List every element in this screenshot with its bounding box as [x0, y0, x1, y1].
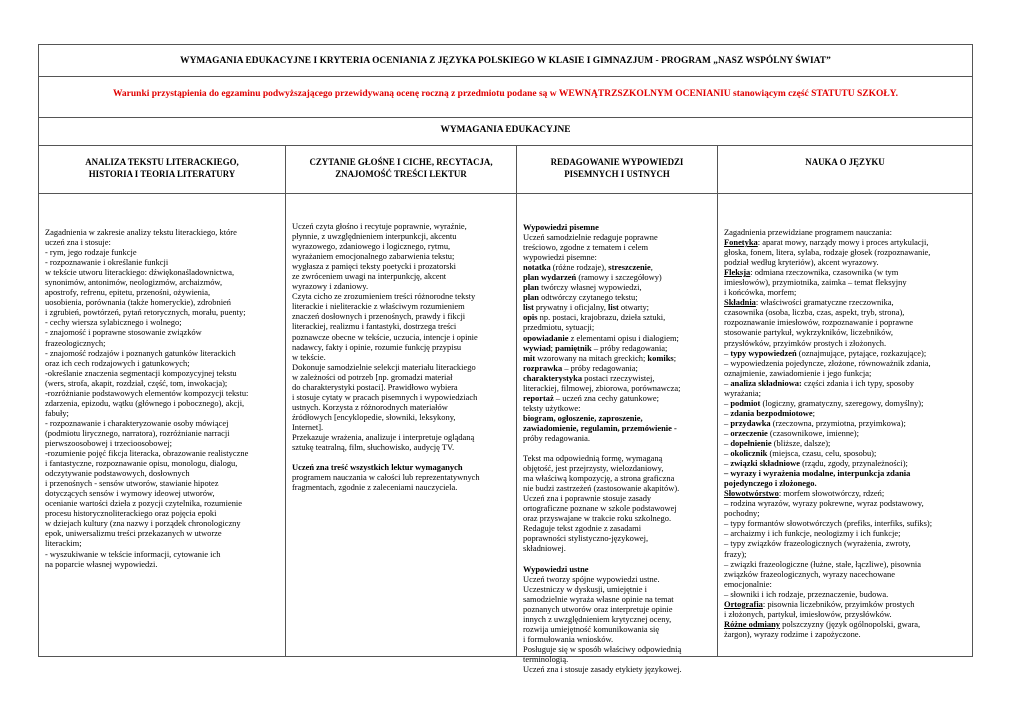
text-line: teksty użytkowe:: [523, 402, 581, 413]
text-line: - rym, jego rodzaje funkcje: [45, 247, 137, 258]
text-line: wygłasza z pamięci teksty poetycki i prozatorski: [292, 261, 457, 272]
text-line: związków frazeologicznych, wyrazy nacechowane: [724, 568, 895, 579]
text-line: (podmiotu lirycznego, narratora), rozróżnianie narracji: [45, 427, 230, 438]
text-line: próby redagowania.: [523, 432, 591, 443]
text-line: Uczeń czyta głośno i recytuje poprawnie, wyraźnie,: [292, 221, 467, 231]
text-line: oznajmienie, zawiadomienie i jego funkcja;: [724, 367, 872, 378]
text-line: – wyrazy i wyrażenia modalne, interpunkcja zdania: [724, 468, 911, 479]
text-line: reportaż – uczeń zna cechy gatunkowe;: [523, 392, 659, 403]
text-line: znaczeń dosłownych i przenośnych, prawdy i fikcji: [292, 311, 466, 322]
text-line: - rozpoznawanie i charakteryzowanie osoby mówiącej: [45, 417, 229, 428]
text-line: objętość, jest przejrzysty, wielozdaniowy,: [523, 463, 664, 474]
text-line: pojedynczego i złożonego.: [724, 478, 817, 489]
text-line: - znajomość rodzajów i poznanych gatunków literackich: [45, 347, 236, 358]
column-reading: [286, 194, 517, 657]
note-row: [39, 77, 972, 118]
text-line: odczytywanie podstawowych, dosłownych: [45, 468, 190, 479]
text-line: -określanie znaczenia segmentacji kompozycyjnej tekstu: [45, 367, 237, 378]
text-line: składniowej.: [523, 543, 566, 554]
text-line: oraz przyswajane w trakcie roku szkolnego.: [523, 513, 672, 524]
text-line: oraz ich cech rodzajowych i gatunkowych;: [45, 357, 190, 368]
literary-analysis-text: [39, 194, 285, 569]
text-line: Uczeń zna treść wszystkich lektur wymaganych: [292, 462, 463, 473]
text-line: w tekście utworu literackiego: dźwiękonaśladownictwa,: [45, 267, 235, 278]
text-line: poprawności stylistyczno-językowej,: [523, 533, 649, 544]
text-line: Uczeń zna i poprawnie stosuje zasady: [523, 493, 652, 504]
requirements-table: [38, 44, 973, 674]
text-line: – rodzina wyrazów, wyrazy pokrewne, wyraz podstawowy,: [724, 498, 924, 509]
text-line: Fleksja: odmiana rzeczownika, czasownika (w tym: [724, 267, 899, 278]
paragraph-gap: [523, 443, 713, 453]
text-line: ortograficzne poznane w szkole podstawowej: [523, 503, 677, 514]
text-line: epok, uniwersalizmu treści przekazanych w utworze: [45, 528, 222, 539]
column-header-language: NAUKA O JĘZYKU: [805, 157, 885, 167]
text-line: list prywatny i oficjalny, list otwarty;: [523, 302, 650, 313]
text-line: programem nauczania w całości lub reprezentatywnych: [292, 472, 480, 483]
text-line: literackie i nieliterackie z właściwym rozumieniem: [292, 301, 465, 312]
text-line: uczeń zna i stosuje:: [45, 237, 111, 248]
text-line: i zgrubień, powtórzeń, pytań retorycznych, morału, puenty;: [45, 307, 246, 318]
text-line: -rozróżnianie podstawowych elementów kompozycji tekstu:: [45, 387, 249, 398]
text-line: literackiej, filmowej, zbiorowa, porównawcza;: [523, 382, 681, 393]
text-line: -rozumienie pojęć fikcja literacka, obrazowanie realistyczne: [45, 448, 249, 459]
text-line: plan twórczy własnej wypowiedzi,: [523, 282, 642, 293]
text-line: ma właściwą kompozycję, a strona graficzna: [523, 473, 675, 484]
text-line: i złożonych, partykuł, imiesłowów, przysłówków.: [724, 608, 892, 619]
paragraph-gap: [292, 452, 512, 462]
column-literary-analysis: [39, 194, 286, 657]
text-line: i stosuje cytaty w pracach pisemnych i wypowiedziach: [292, 391, 478, 402]
text-line: – związki frazeologiczne (łużne, stałe, łączliwe), pisownia: [724, 558, 922, 569]
text-line: notatka (różne rodzaje), streszczenie,: [523, 262, 653, 273]
text-line: przedmiotu, sytuacji;: [523, 322, 595, 333]
column-header-writing: REDAGOWANIE WYPOWIEDZI PISEMNYCH I USTNYCH: [517, 146, 718, 193]
text-line: w tekście.: [292, 351, 326, 362]
text-line: opowiadanie z elementami opisu i dialogiem;: [523, 332, 679, 343]
text-line: uosobienia, porównania (także homeryckie), zdrobnień: [45, 297, 232, 308]
text-line: – typy formantów słowotwórczych (prefiks, interfiks, sufiks);: [724, 518, 933, 529]
text-line: wyrażaniem emocjonalnego zabarwienia tekstu;: [292, 251, 455, 262]
text-line: Redaguje tekst zgodnie z zasadami: [523, 523, 642, 534]
text-line: żargon), wyrazy rodzime i zapożyczone.: [724, 628, 861, 639]
text-line: źródłowych [encyklopedie, słowniki, leksykony,: [292, 411, 456, 422]
text-line: – związki składniowe (rządu, zgody, przynależności);: [724, 458, 908, 469]
text-line: – typy związków frazeologicznych (wyrażenia, zwroty,: [724, 538, 911, 549]
text-line: – okolicznik (miejsca, czasu, celu, sposobu);: [724, 448, 877, 459]
text-line: poznawcze obecne w tekście, uczucia, intencje i opinie: [292, 331, 478, 342]
text-line: - wyszukiwanie w tekście informacji, cytowanie ich: [45, 548, 221, 559]
text-line: nadawcy, fakty i opinie, rozumie funkcję przypisu: [292, 341, 462, 352]
text-line: przysłówków, przyimków prostych i złożonych.: [724, 337, 887, 348]
text-line: Składnia: właściwości gramatyczne rzeczownika,: [724, 297, 894, 308]
text-line: - cechy wiersza sylabicznego i wolnego;: [45, 317, 182, 328]
text-line: apostrofy, refrenu, epitetu, przenośni, ożywienia,: [45, 287, 211, 298]
text-line: - znajomość i poprawne stosowanie związków: [45, 327, 202, 338]
text-line: opis np. postaci, krajobrazu, dzieła sztuki,: [523, 312, 666, 323]
text-line: – słowniki i ich rodzaje, przeznaczenie, budowa.: [724, 588, 889, 599]
text-line: – typy wypowiedzeń (oznajmujące, pytające, rozkazujące);: [724, 347, 927, 358]
text-line: dotyczących sensów i wymowy ideowej utworów,: [45, 488, 215, 499]
text-line: samodzielnie wyraża własne opinie na temat: [523, 593, 674, 604]
column-header-literary-analysis: ANALIZA TEKSTU LITERACKIEGO, HISTORIA I TEORIA LITERATURY: [39, 146, 286, 193]
text-line: Fonetyka: aparat mowy, narządy mowy i proces artykulacji,: [724, 237, 929, 248]
text-line: – przydawka (rzeczowna, przymiotna, przyimkowa);: [724, 417, 906, 428]
text-line: ze zwróceniem uwagi na interpunkcję, akcent: [292, 271, 447, 282]
text-line: – orzeczenie (czasownikowe, imienne);: [724, 427, 859, 438]
text-line: ocenianie wartości dzieła z pozycji czytelnika, rozumienie: [45, 498, 243, 509]
text-line: Ortografia: pisownia liczebników, przyimków prostych: [724, 598, 915, 609]
text-line: Wypowiedzi pisemne: [523, 222, 599, 232]
text-line: Czyta cicho ze zrozumieniem treści różnorodne teksty: [292, 291, 476, 302]
text-line: treściowo, zgodne z tematem i celem: [523, 242, 649, 253]
text-line: wywiad; pamiętnik – próby redagowania;: [523, 342, 668, 353]
text-line: Przekazuje wrażenia, analizuje i interpretuje oglądaną: [292, 431, 475, 442]
subtitle-row: [39, 118, 972, 146]
text-line: głoska, fonem, litera, sylaba, rodzaje głosek (rozpoznawanie,: [724, 247, 931, 258]
text-line: wyrazowego, zdaniowego i logicznego, rytmu,: [292, 241, 451, 252]
text-line: Posługuje się w sposób właściwy odpowiednią: [523, 643, 682, 654]
text-line: poznanych utworów oraz interpretuje opinie: [523, 603, 673, 614]
title-row: [39, 45, 972, 77]
text-line: Uczestniczy w dyskusji, umiejętnie i: [523, 583, 647, 594]
text-line: fabuły;: [45, 407, 69, 418]
text-line: frazy);: [724, 548, 747, 559]
text-line: biogram, ogłoszenie, zaproszenie,: [523, 412, 643, 423]
text-line: i przenośnych - sensów utworów, stawianie hipotez: [45, 478, 219, 489]
text-line: stosowanie partykuł, wykrzykników, liczebników,: [724, 327, 894, 338]
text-line: nie budzi zastrzeżeń (zastosowanie akapitów).: [523, 483, 680, 494]
text-line: i formułowania wniosków.: [523, 633, 614, 644]
text-line: i fantastyczne, rozpoznawanie opisu, monologu, dialogu,: [45, 458, 238, 469]
text-line: sztukę teatralną, film, słuchowisko, audycję TV.: [292, 442, 455, 453]
text-line: imiesłowów), przymiotnika, zaimka – temat fleksyjny: [724, 277, 907, 288]
column-writing: [517, 194, 718, 674]
text-line: charakterystyka postaci rzeczywistej,: [523, 372, 655, 383]
text-line: plan wydarzeń (ramowy i szczegółowy): [523, 272, 662, 283]
text-line: rozwija umiejętność komunikowania się: [523, 623, 660, 634]
reading-text: [286, 194, 516, 492]
text-line: procesu historycznoliterackiego oraz pojęcia epoki: [45, 508, 217, 519]
text-line: wypowiedzi pisemne:: [523, 252, 597, 263]
document-title: WYMAGANIA EDUKACYJNE I KRYTERIA OCENIANIA Z JĘZYKA POLSKIEGO W KLASIE I GIMNAZJUM - PROGRAM „NASZ WSPÓLNY ŚWIAT”: [180, 56, 831, 66]
text-line: wyrażania;: [724, 387, 762, 398]
text-line: – analiza składniowa: części zdania i ich typy, sposoby: [724, 377, 914, 388]
text-line: – dopełnienie (bliższe, dalsze);: [724, 437, 831, 448]
text-line: synonimów, antonimów, neologizmów, archaizmów,: [45, 277, 223, 288]
text-line: ustnych. Korzysta z różnorodnych materiałów: [292, 401, 448, 412]
text-line: Dokonuje samodzielnie selekcji materiału literackiego: [292, 361, 476, 372]
text-line: terminologią.: [523, 653, 569, 664]
text-line: Zagadnienia w zakresie analizy tekstu literackiego, które: [45, 227, 237, 237]
text-line: i końcówka, morfem;: [724, 287, 797, 298]
text-line: wyrazowy i zdaniowy.: [292, 281, 369, 292]
text-line: fragmentach, zgodnie z zaleceniami nauczyciela.: [292, 482, 458, 493]
text-line: (wers, strofa, akapit, rozdział, część, tom, inwokacja);: [45, 377, 228, 388]
text-line: pierwszoosobowej i trzecioosobowej;: [45, 437, 172, 448]
text-line: Różne odmiany polszczyzny (język ogólnopolski, gwara,: [724, 618, 921, 629]
text-line: plan odtwórczy czytanego tekstu;: [523, 292, 638, 303]
column-headers-row: [39, 146, 972, 194]
text-line: innych z uwzględnieniem krytycznej oceny,: [523, 613, 672, 624]
column-language: [718, 194, 972, 657]
text-line: zdarzenia, epizodu, wątku (głównego i pobocznego), akcji,: [45, 397, 245, 408]
language-text: [718, 194, 972, 639]
text-line: płynnie, z uwzględnieniem interpunkcji, akcentu: [292, 231, 457, 242]
text-line: Uczeń zna i stosuje zasady etykiety językowej.: [523, 663, 682, 674]
text-line: literackiej, realizmu i fantastyki, dostrzega treści: [292, 321, 457, 332]
text-line: emocjonalnie:: [724, 578, 772, 589]
text-line: pochodny;: [724, 508, 760, 519]
text-line: czasownika (osoba, liczba, czas, aspekt, tryb, strona),: [724, 307, 905, 318]
content-row: [39, 194, 972, 674]
text-line: Zagadnienia przewidziane programem nauczania:: [724, 227, 892, 237]
text-line: – archaizmy i ich funkcje, neologizmy i ich funkcje;: [724, 528, 901, 539]
text-line: na poparcie własnej wypowiedzi.: [45, 558, 158, 569]
text-line: literackim;: [45, 538, 82, 549]
text-line: mit wzorowany na mitach greckich; komiks;: [523, 352, 677, 363]
writing-text: [517, 194, 717, 674]
text-line: Internet].: [292, 421, 324, 432]
text-line: Uczeń tworzy spójne wypowiedzi ustne.: [523, 573, 660, 584]
text-line: w zależności od potrzeb [np. gromadzi materiał: [292, 371, 453, 382]
text-line: – wypowiedzenia pojedyncze, złożone, równoważnik zdania,: [724, 357, 931, 368]
column-header-reading: CZYTANIE GŁOŚNE I CICHE, RECYTACJA, ZNAJOMOŚĆ TREŚCI LEKTUR: [286, 146, 517, 193]
text-line: – podmiot (logiczny, gramatyczny, szeregowy, domyślny);: [724, 397, 924, 408]
text-line: rozprawka – próby redagowania;: [523, 362, 638, 373]
paragraph-gap: [523, 554, 713, 564]
text-line: - rozpoznawanie i określanie funkcji: [45, 257, 169, 268]
text-line: do charakterystyki postaci]. Prawidłowo wybiera: [292, 381, 458, 392]
section-subtitle: WYMAGANIA EDUKACYJNE: [440, 125, 571, 135]
text-line: zawiadomienie, regulamin, przemówienie -: [523, 422, 677, 433]
text-line: w dziejach kultury (zna nazwy i porządek chronologiczny: [45, 518, 241, 529]
text-line: Słowotwórstwo: morfem słowotwórczy, rdzeń;: [724, 488, 885, 499]
text-line: podział według kryteriów), akcent wyrazowy.: [724, 257, 879, 268]
text-line: Uczeń samodzielnie redaguje poprawne: [523, 232, 658, 243]
text-line: Wypowiedzi ustne: [523, 563, 589, 574]
text-line: Tekst ma odpowiednią formę, wymaganą: [523, 453, 663, 464]
exam-conditions-note: Warunki przystąpienia do egzaminu podwyższającego przewidywaną ocenę roczną z przedmiotu podane są w WEWNĄTRZSZKOLNYM OCENIANIU stanowiącym część STATUTU SZKOŁY.: [112, 89, 899, 99]
text-line: rozpoznawanie imiesłowów, rozpoznawanie i poprawne: [724, 317, 913, 328]
text-line: – zdania bezpodmiotowe;: [724, 407, 815, 418]
text-line: frazeologicznych;: [45, 337, 106, 348]
